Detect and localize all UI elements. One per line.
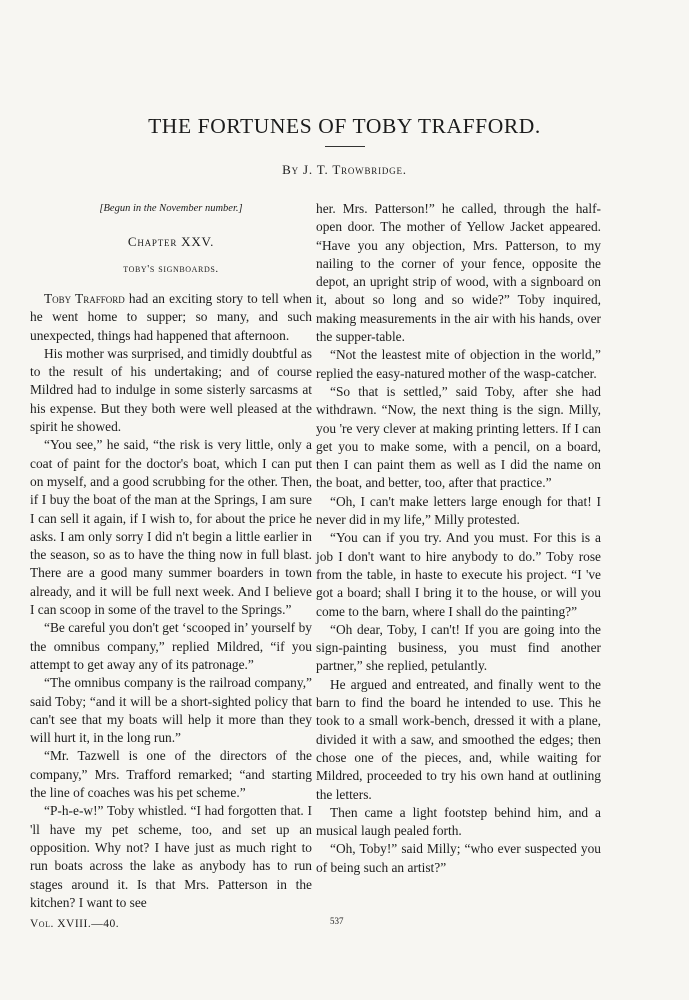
article-byline: By J. T. Trowbridge. xyxy=(282,162,407,177)
paragraph: “Be careful you don't get ‘scooped in’ yourself by the omnibus company,” replied Mildred, “if you attempt to get away any of its patronage.” xyxy=(30,620,312,672)
paragraph: “Oh, I can't make letters large enough for that! I never did in my life,” Milly protested. xyxy=(316,493,601,528)
volume-number: Vol. XVIII.—40. xyxy=(30,918,120,930)
paragraph: her. Mrs. Patterson!” he called, through the half-open door. The mother of Yellow Jacket appeared. “Have you any objection, Mrs. Patterson, to my nailing to the corner of your fence, opposite the depot, an upright strip of wood, with a signboard on it, about so long and so wide?” Toby inquired, making measurements in the air with his hands, over the supper-table. xyxy=(316,201,601,345)
page-number: 537 xyxy=(330,916,344,926)
paragraph: His mother was surprised, and timidly doubtful as to the result of his undertaking; and of course Mildred had to indulge in some sisterly sarcasms at his expense. But they both were well pleased at the spirit he showed. xyxy=(30,345,312,435)
chapter-heading: Chapter XXV. xyxy=(127,234,215,249)
begun-note: [Begun in the November number.] xyxy=(99,203,243,214)
chapter-subheading: toby's signboards. xyxy=(123,263,219,275)
paragraph: “P-h-e-w!” Toby whistled. “I had forgotten that. I 'll have my pet scheme, too, and set up an opposition. Why not? I have just as much right to run boats across the lake as anybody has to run stages around it. Is that Mrs. Patterson in the kitchen? I want to see xyxy=(30,803,312,910)
paragraph: “Not the leastest mite of objection in the world,” replied the easy-natured mother of the wasp-catcher. xyxy=(316,347,601,381)
paragraph: “The omnibus company is the railroad company,” said Toby; “and it will be a short-sighted policy that can't see that my boats will help it more than they will hurt it, in the long run.” xyxy=(30,675,312,746)
right-column xyxy=(316,200,601,877)
paragraph: “Oh dear, Toby, I can't! If you are going into the sign-painting business, you must find another partner,” she replied, petulantly. xyxy=(316,621,601,674)
left-column xyxy=(30,200,312,912)
title-rule xyxy=(325,146,365,147)
paragraph: Then came a light footstep behind him, and a musical laugh pealed forth. xyxy=(316,804,601,839)
paragraph: “You see,” he said, “the risk is very little, only a coat of paint for the doctor's boat, which I can put on myself, and a good scrubbing for the other. Then, if I buy the boat of the man at the Springs, I am sure I can sell it again, if I wish to, for about the price he asks. I am only sorry I did n't begin a little earlier in the season, so as to have the thing now in full blast. There are a good many summer boarders in town already, and it will be full next week. And I believe I can scoop in some of the travel to the Springs.” xyxy=(30,437,312,618)
article-title: THE FORTUNES OF TOBY TRAFFORD. xyxy=(148,114,541,138)
opening-name: Toby Trafford xyxy=(44,291,125,306)
paragraph: Toby Trafford had an exciting story to tell when he went home to supper; so many, and such unexpected, things had happened that afternoon. xyxy=(30,291,312,343)
paragraph: “So that is settled,” said Toby, after she had withdrawn. “Now, the next thing is the sign. Milly, you 're very clever at making printing letters. If I can get you to make some, with a pencil, on a board, then I can paint them as well as I did the name on the boat, and better, too, after that practice.” xyxy=(316,383,601,491)
paragraph: “You can if you try. And you must. For this is a job I don't want to hire anybody to do.” Toby rose from the table, in haste to execute his project. “I 've got a board; shall I bring it to the house, or will you come to the barn, where I shall do the painting?” xyxy=(316,530,601,619)
paragraph: “Oh, Toby!” said Milly; “who ever suspected you of being such an artist?” xyxy=(316,841,601,875)
paragraph: “Mr. Tazwell is one of the directors of the company,” Mrs. Trafford remarked; “and starting the line of coaches was his pet scheme.” xyxy=(30,748,312,801)
paragraph: He argued and entreated, and finally went to the barn to find the board he intended to use. This he took to a small work-bench, dressed it with a plane, divided it with a saw, and smoothed the edges; then chose one of the pieces, and, while waiting for Mildred, proceeded to try his own hand at outlining the letters. xyxy=(316,676,601,802)
